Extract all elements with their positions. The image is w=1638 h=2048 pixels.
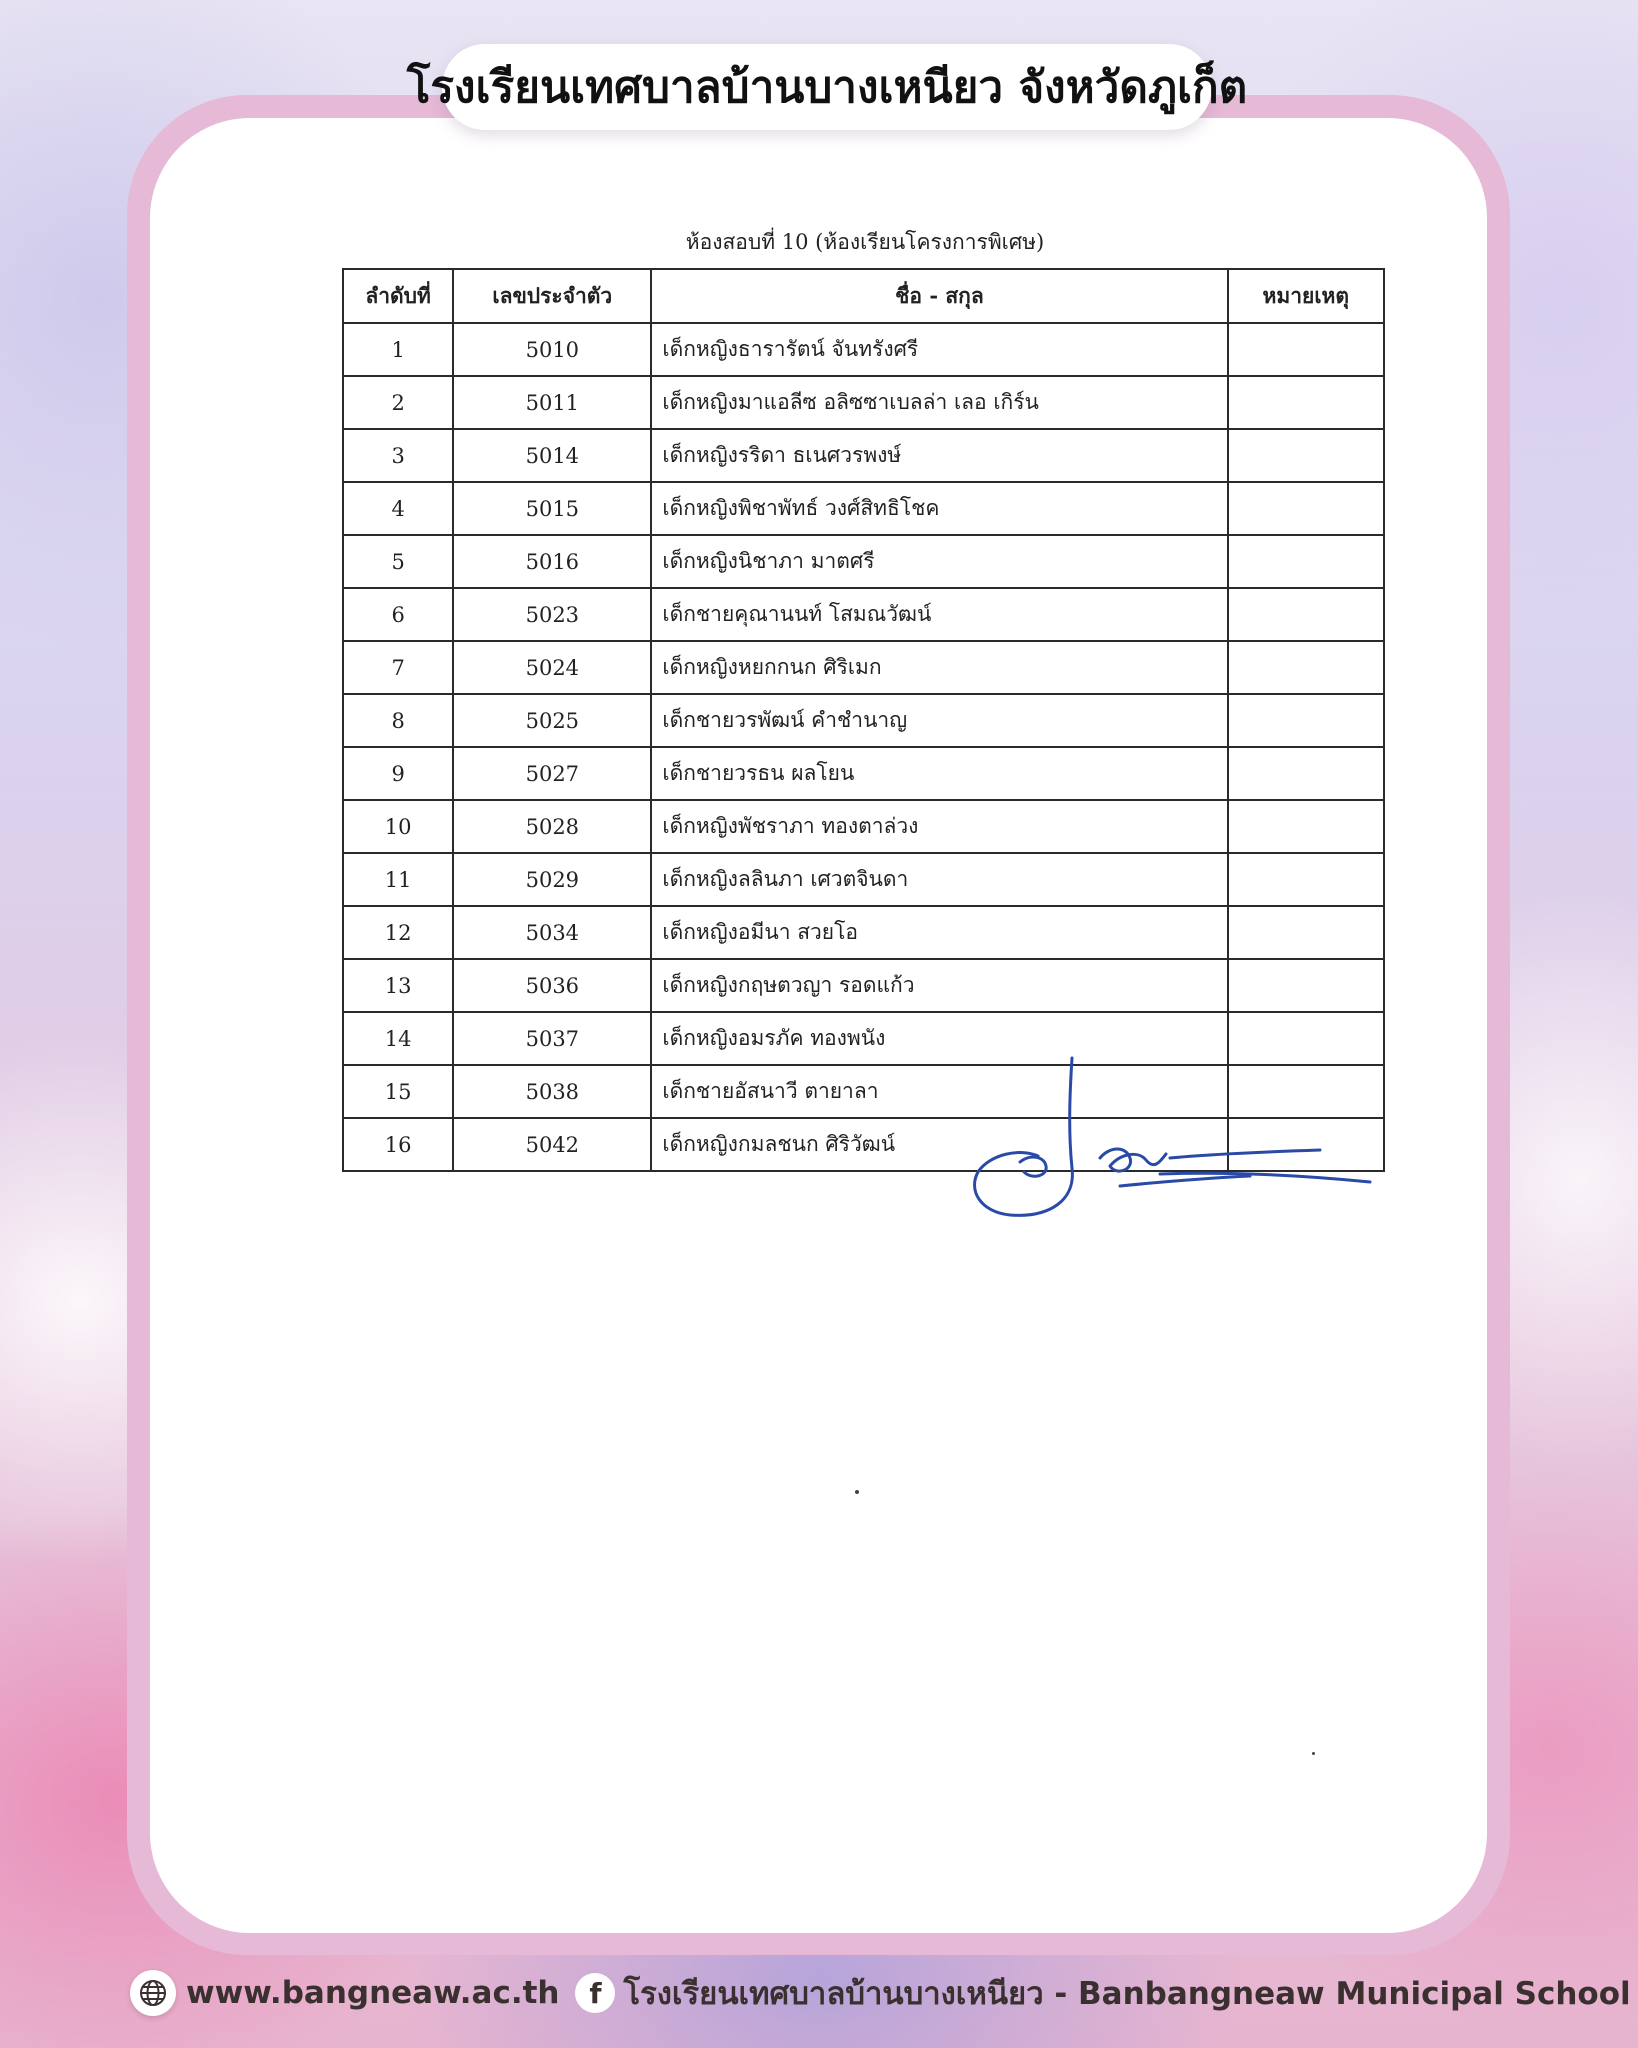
header-name: ชื่อ - สกุล <box>651 269 1227 323</box>
table-row <box>343 641 1384 694</box>
cell-order: 13 <box>343 959 453 1012</box>
cell-order: 2 <box>343 376 453 429</box>
cell-order: 3 <box>343 429 453 482</box>
cell-order: 6 <box>343 588 453 641</box>
table-row <box>343 376 1384 429</box>
student-roster-table <box>342 268 1385 1172</box>
cell-remarks <box>1228 588 1384 641</box>
cell-student-id: 5037 <box>453 1012 651 1065</box>
table-row <box>343 482 1384 535</box>
cell-name: เด็กหญิงรริดา ธเนศวรพงษ์ <box>651 429 1227 482</box>
cell-name: เด็กหญิงพัชราภา ทองตาล่วง <box>651 800 1227 853</box>
cell-order: 4 <box>343 482 453 535</box>
cell-order: 5 <box>343 535 453 588</box>
cell-name: เด็กชายวรพัฒน์ คำชำนาญ <box>651 694 1227 747</box>
website-link[interactable]: www.bangneaw.ac.th <box>186 1975 560 2011</box>
cell-remarks <box>1228 694 1384 747</box>
table-row <box>343 323 1384 376</box>
table-header-row <box>343 269 1384 323</box>
cell-name: เด็กหญิงหยกกนก ศิริเมก <box>651 641 1227 694</box>
cell-order: 7 <box>343 641 453 694</box>
cell-name: เด็กหญิงอมีนา สวยโอ <box>651 906 1227 959</box>
header-order: ลำดับที่ <box>343 269 453 323</box>
cell-remarks <box>1228 323 1384 376</box>
table-row <box>343 588 1384 641</box>
cell-order: 12 <box>343 906 453 959</box>
cell-student-id: 5029 <box>453 853 651 906</box>
cell-student-id: 5036 <box>453 959 651 1012</box>
header-remarks: หมายเหตุ <box>1228 269 1384 323</box>
cell-remarks <box>1228 535 1384 588</box>
cell-student-id: 5024 <box>453 641 651 694</box>
header-student-id: เลขประจำตัว <box>453 269 651 323</box>
cell-student-id: 5027 <box>453 747 651 800</box>
table-body <box>343 323 1384 1171</box>
cell-remarks <box>1228 641 1384 694</box>
table-row <box>343 853 1384 906</box>
cell-order: 10 <box>343 800 453 853</box>
cell-student-id: 5034 <box>453 906 651 959</box>
cell-order: 15 <box>343 1065 453 1118</box>
cell-remarks <box>1228 482 1384 535</box>
cell-remarks <box>1228 429 1384 482</box>
cell-name: เด็กชายอัสนาวี ตายาลา <box>651 1065 1227 1118</box>
cell-student-id: 5025 <box>453 694 651 747</box>
cell-student-id: 5010 <box>453 323 651 376</box>
cell-order: 11 <box>343 853 453 906</box>
cell-order: 1 <box>343 323 453 376</box>
cell-name: เด็กหญิงอมรภัค ทองพนัง <box>651 1012 1227 1065</box>
cell-name: เด็กชายวรธน ผลโยน <box>651 747 1227 800</box>
globe-icon <box>130 1970 176 2016</box>
cell-remarks <box>1228 376 1384 429</box>
cell-student-id: 5028 <box>453 800 651 853</box>
cell-remarks <box>1228 959 1384 1012</box>
cell-student-id: 5011 <box>453 376 651 429</box>
cell-name: เด็กหญิงพิชาพัทธ์ วงศ์สิทธิโชค <box>651 482 1227 535</box>
cell-student-id: 5023 <box>453 588 651 641</box>
facebook-page-label[interactable]: โรงเรียนเทศบาลบ้านบางเหนียว - Banbangneaw Municipal School <box>623 1976 1631 2012</box>
cell-name: เด็กชายคุณานนท์ โสมณวัฒน์ <box>651 588 1227 641</box>
table-row <box>343 535 1384 588</box>
cell-student-id: 5015 <box>453 482 651 535</box>
cell-student-id: 5038 <box>453 1065 651 1118</box>
cell-order: 8 <box>343 694 453 747</box>
cell-name: เด็กหญิงกมลชนก ศิริวัฒน์ <box>651 1118 1227 1171</box>
cell-name: เด็กหญิงธารารัตน์ จันทรังศรี <box>651 323 1227 376</box>
cell-name: เด็กหญิงกฤษตวญา รอดแก้ว <box>651 959 1227 1012</box>
speck-mark <box>855 1490 859 1494</box>
cell-name: เด็กหญิงมาแอลีซ อลิซซาเบลล่า เลอ เกิร์น <box>651 376 1227 429</box>
cell-order: 9 <box>343 747 453 800</box>
cell-remarks <box>1228 800 1384 853</box>
cell-order: 14 <box>343 1012 453 1065</box>
speck-mark <box>1312 1752 1315 1755</box>
school-title-banner <box>406 44 1248 130</box>
cell-student-id: 5014 <box>453 429 651 482</box>
exam-room-title: ห้องสอบที่ 10 (ห้องเรียนโครงการพิเศษ) <box>685 230 1045 254</box>
table-row <box>343 959 1384 1012</box>
facebook-icon: f <box>575 1973 615 2013</box>
cell-name: เด็กหญิงนิชาภา มาตศรี <box>651 535 1227 588</box>
handwritten-signature <box>960 1050 1390 1225</box>
cell-remarks <box>1228 853 1384 906</box>
cell-remarks <box>1228 747 1384 800</box>
footer-bar <box>130 1965 1631 2021</box>
table-row <box>343 747 1384 800</box>
cell-student-id: 5016 <box>453 535 651 588</box>
table-row <box>343 800 1384 853</box>
table-row <box>343 694 1384 747</box>
cell-order: 16 <box>343 1118 453 1171</box>
cell-remarks <box>1228 906 1384 959</box>
cell-name: เด็กหญิงลลินภา เศวตจินดา <box>651 853 1227 906</box>
cell-student-id: 5042 <box>453 1118 651 1171</box>
school-title: โรงเรียนเทศบาลบ้านบางเหนียว จังหวัดภูเก็ต <box>406 62 1248 113</box>
table-row <box>343 906 1384 959</box>
table-row <box>343 429 1384 482</box>
